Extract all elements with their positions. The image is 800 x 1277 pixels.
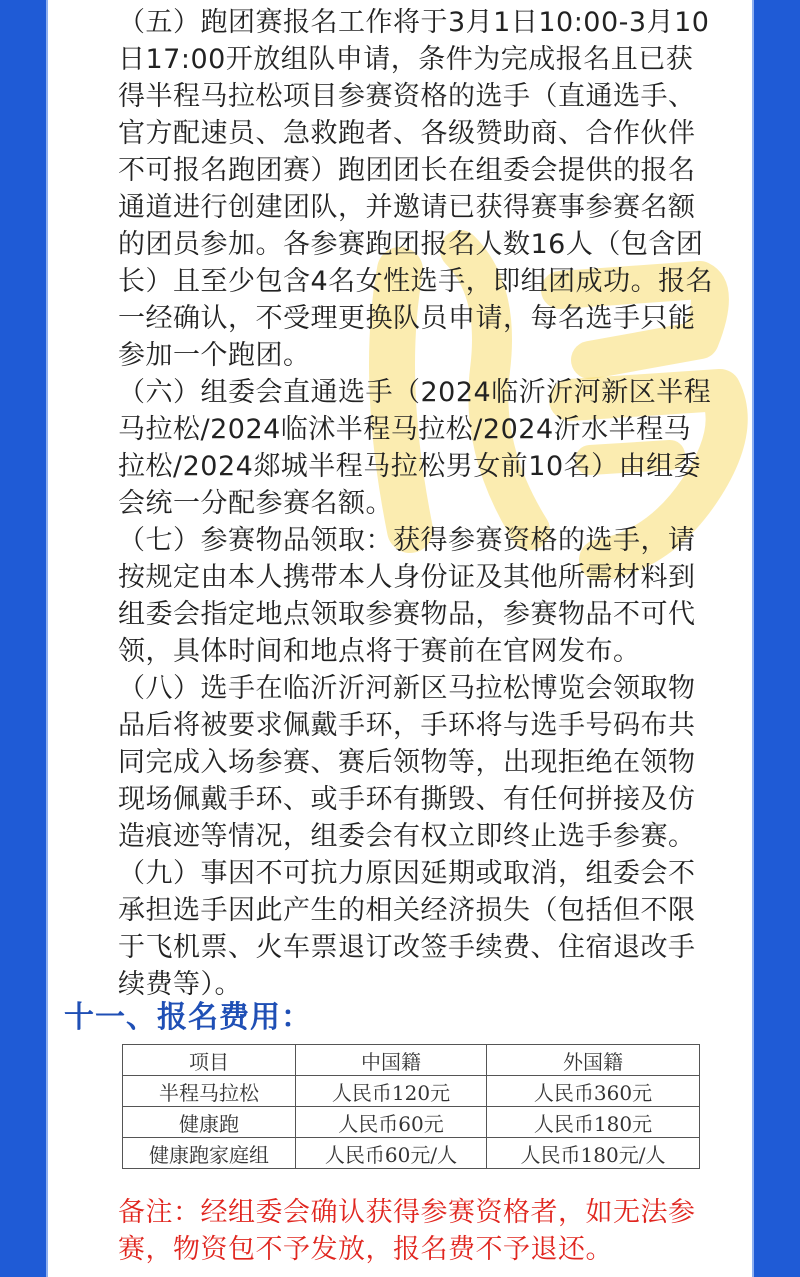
rule-paragraph-6: （六）组委会直通选手（2024临沂沂河新区半程马拉松/2024临沭半程马拉松/2024沂水半程马拉松/2024郯城半程马拉松男女前10名）由组委会统一分配参赛名额。	[118, 377, 712, 519]
fee-header-foreign: 外国籍	[487, 1045, 700, 1076]
left-border-frame	[0, 0, 48, 1277]
rule-paragraph-5: （五）跑团赛报名工作将于3月1日10:00-3月10日17:00开放组队申请，条件为完成报名且已获得半程马拉松项目参赛资格的选手（直通选手、官方配速员、急救跑者、各级赞助商、合作伙伴不可报名跑团赛）跑团团长在组委会提供的报名通道进行创建团队，并邀请已获得赛事参赛名额的团员参加。各参赛跑团报名人数16人（包含团长）且至少包含4名女性选手，即组团成功。报名一经确认，不受理更换队员申请，每名选手只能参加一个跑团。	[118, 7, 714, 371]
fee-cell: 人民币60元	[296, 1107, 487, 1138]
refund-note: 备注：经组委会确认获得参赛资格者，如无法参赛，物资包不予发放，报名费不予退还。	[118, 1197, 696, 1265]
fee-cell: 健康跑	[123, 1107, 296, 1138]
fee-table	[122, 1044, 700, 1169]
fee-cell: 健康跑家庭组	[123, 1138, 296, 1169]
fee-cell: 人民币180元	[487, 1107, 700, 1138]
rules-text-block	[118, 4, 718, 1003]
fee-cell: 人民币120元	[296, 1076, 487, 1107]
fee-cell: 人民币360元	[487, 1076, 700, 1107]
fee-table-row	[123, 1138, 700, 1169]
fee-header-domestic: 中国籍	[296, 1045, 487, 1076]
rule-paragraph-8: （八）选手在临沂沂河新区马拉松博览会领取物品后将被要求佩戴手环，手环将与选手号码布共同完成入场参赛、赛后领物等，出现拒绝在领物现场佩戴手环、或手环有撕毁、有任何拼接及仿造痕迹等情况，组委会有权立即终止选手参赛。	[118, 673, 696, 852]
rule-paragraph-7: （七）参赛物品领取：获得参赛资格的选手，请按规定由本人携带本人身份证及其他所需材料到组委会指定地点领取参赛物品，参赛物品不可代领，具体时间和地点将于赛前在官网发布。	[118, 525, 696, 667]
fee-cell: 半程马拉松	[123, 1076, 296, 1107]
fee-table-header-row	[123, 1045, 700, 1076]
fee-table-row	[123, 1076, 700, 1107]
rule-paragraph-9: （九）事因不可抗力原因延期或取消，组委会不承担选手因此产生的相关经济损失（包括但不限于飞机票、火车票退订改签手续费、住宿退改手续费等）。	[118, 858, 696, 1000]
fee-cell: 人民币180元/人	[487, 1138, 700, 1169]
fee-table-row	[123, 1107, 700, 1138]
fee-cell: 人民币60元/人	[296, 1138, 487, 1169]
fee-header-item: 项目	[123, 1045, 296, 1076]
section-title-fees: 十一、报名费用：	[64, 1000, 312, 1035]
right-border-frame	[752, 0, 800, 1277]
